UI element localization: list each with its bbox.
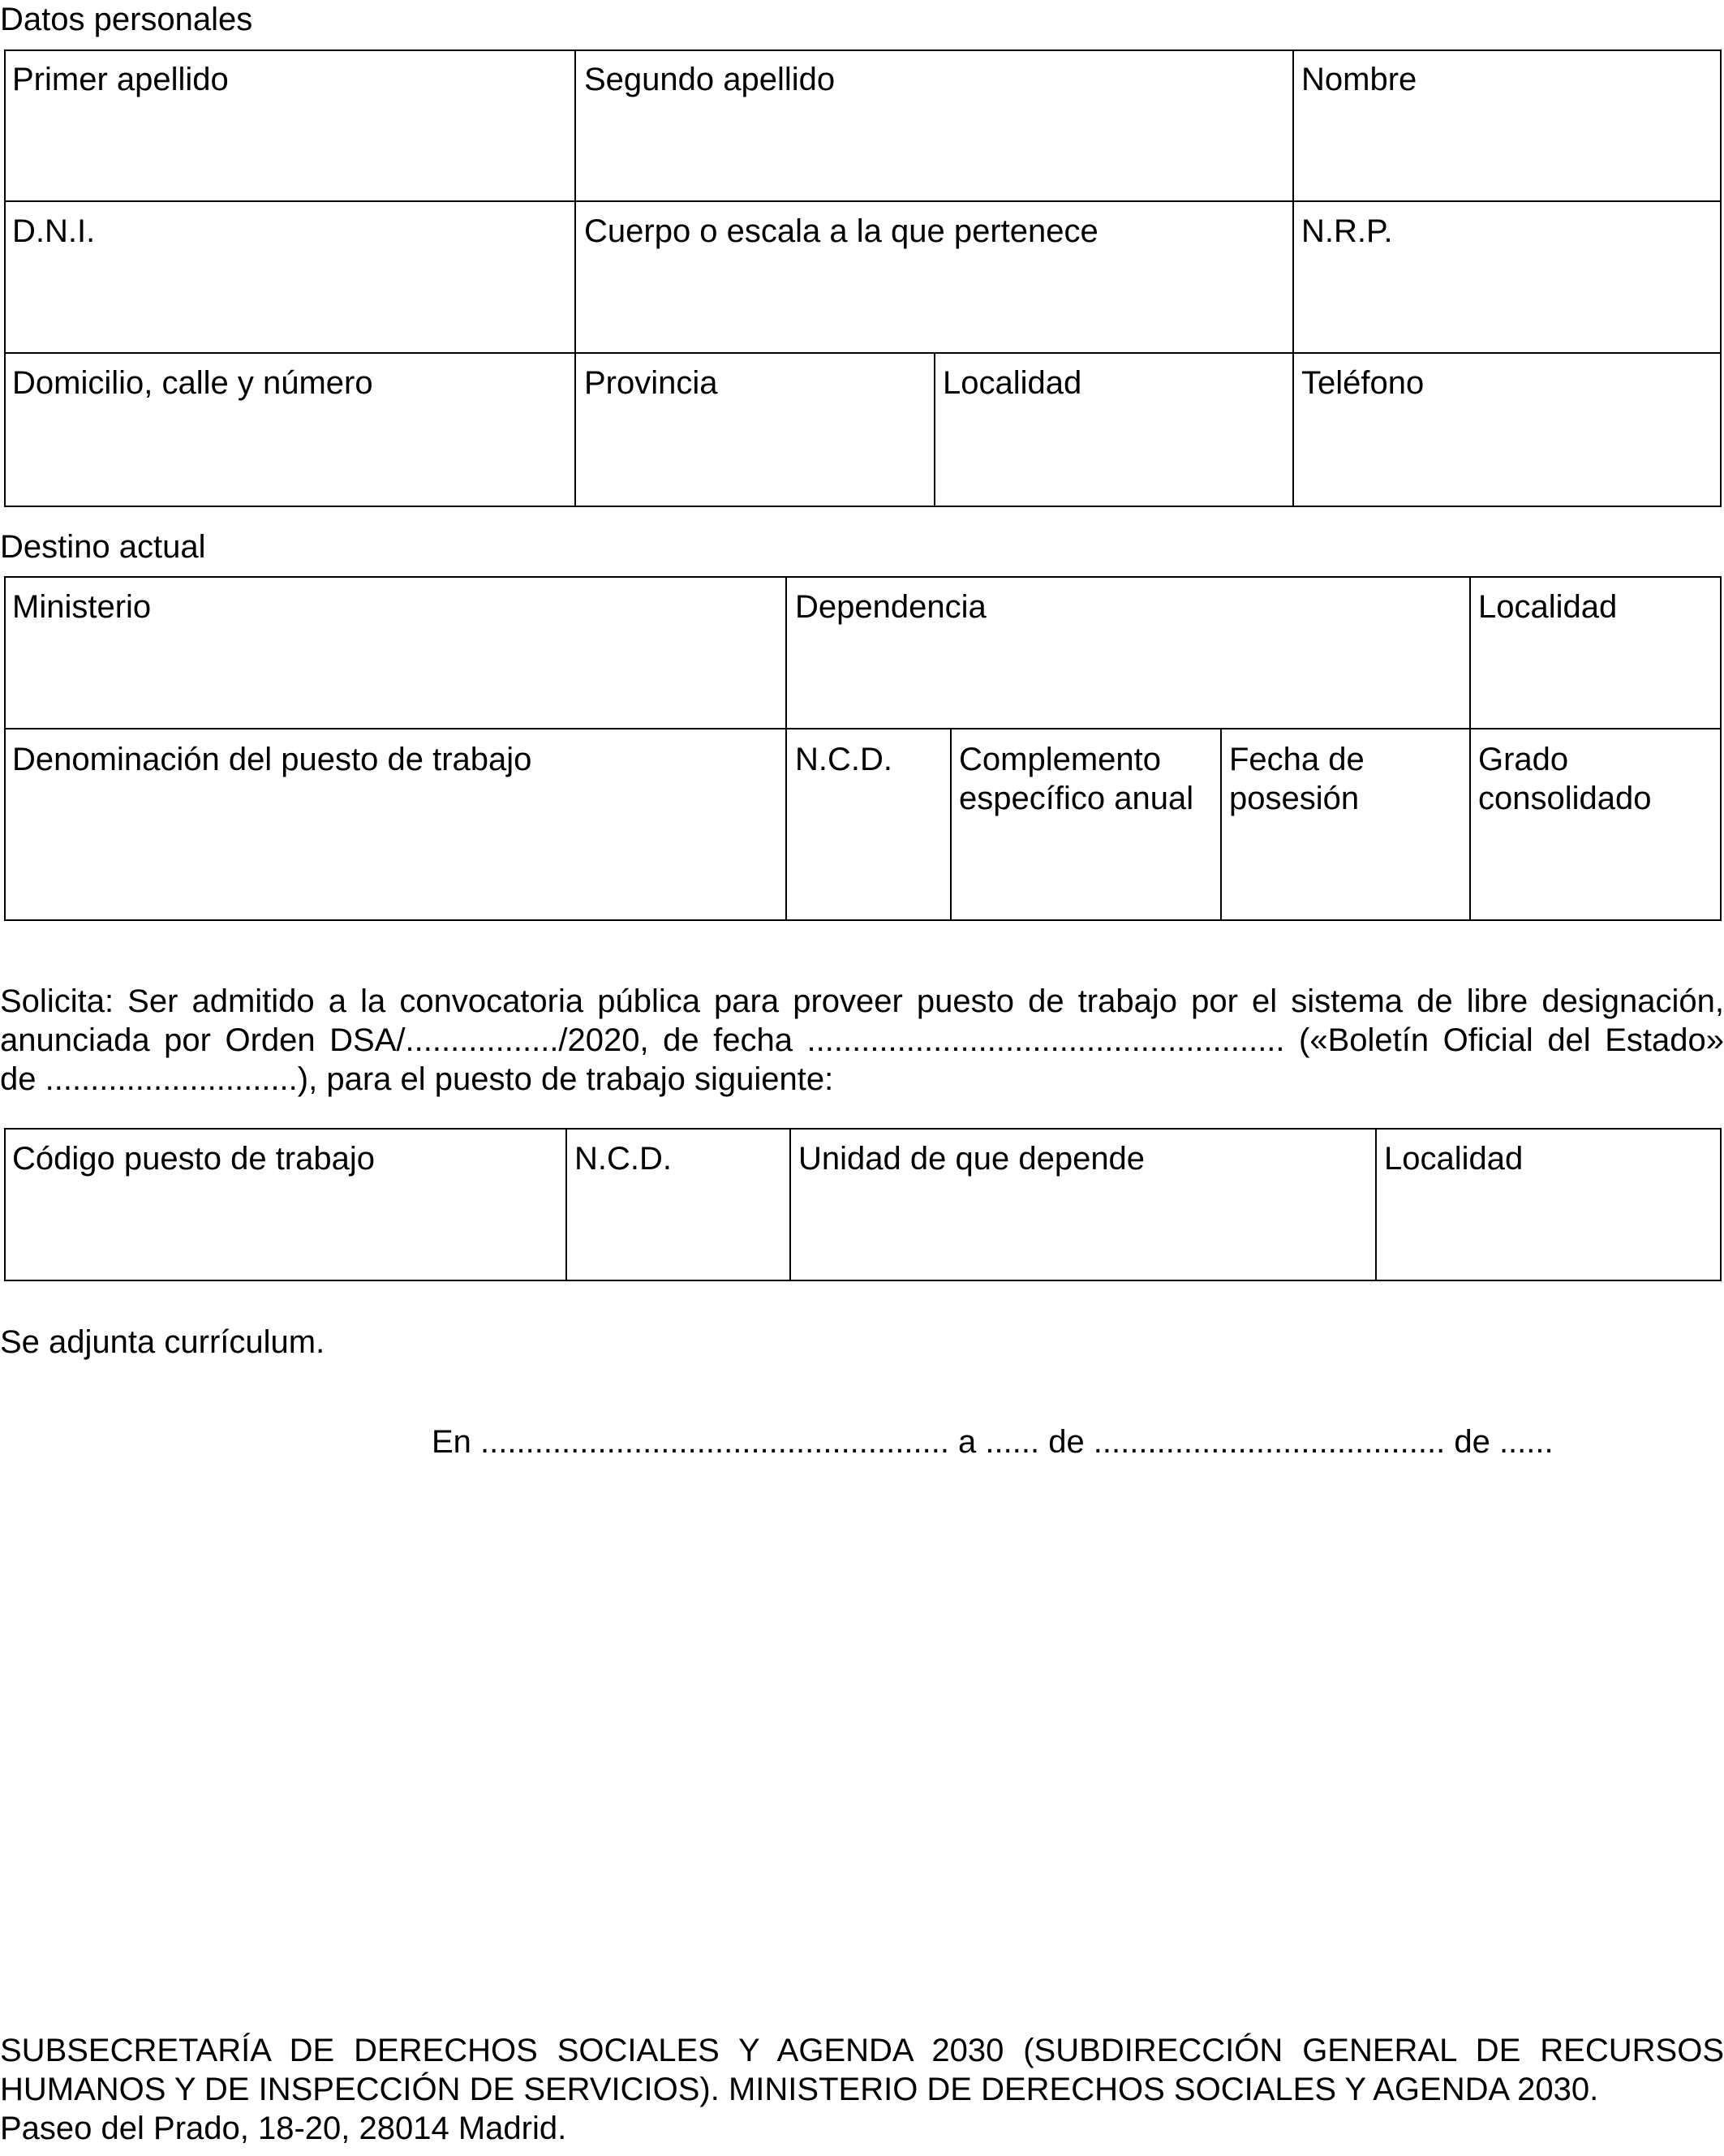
field-label-ministerio: Ministerio: [12, 589, 152, 625]
column-divider: [950, 728, 952, 921]
field-label-domicilio: Domicilio, calle y número: [12, 365, 373, 401]
field-label-grado-line1: Grado: [1478, 742, 1569, 777]
column-divider: [565, 1128, 567, 1281]
field-label-denominacion-puesto: Denominación del puesto de trabajo: [12, 742, 532, 777]
field-label-provincia: Provincia: [584, 365, 718, 401]
field-label-localidad: Localidad: [943, 365, 1082, 401]
field-label-nrp: N.R.P.: [1301, 213, 1393, 249]
section-title-datos-personales: Datos personales: [0, 2, 253, 37]
field-label-localidad-destino: Localidad: [1478, 589, 1618, 625]
footer-line: HUMANOS Y DE INSPECCIÓN DE SERVICIOS). MINISTERIO DE DERECHOS SOCIALES Y AGENDA 2030.: [0, 2072, 1599, 2107]
field-label-dni: D.N.I.: [12, 213, 96, 249]
paragraph-line: anunciada por Orden DSA/................./2020, de fecha ..................................................... («Boletín Oficial del Estado»: [0, 1022, 1724, 1058]
field-label-complemento-line1: Complemento: [959, 742, 1162, 777]
field-label-unidad: Unidad de que depende: [798, 1141, 1146, 1177]
column-divider: [1469, 576, 1471, 921]
personal-table-border: [4, 49, 1722, 507]
field-label-codigo-puesto: Código puesto de trabajo: [12, 1141, 375, 1177]
field-label-ncd-puesto: N.C.D.: [574, 1141, 672, 1177]
field-label-nombre: Nombre: [1301, 62, 1417, 97]
field-label-fecha-line2: posesión: [1229, 781, 1360, 816]
row-divider: [4, 352, 1722, 354]
column-divider: [934, 352, 935, 507]
row-divider: [4, 200, 1722, 202]
field-label-telefono: Teléfono: [1301, 365, 1425, 401]
column-divider: [785, 576, 787, 921]
column-divider: [574, 49, 576, 507]
paragraph-line: Solicita: Ser admitido a la convocatoria pública para proveer puesto de trabajo por el sistema de libre designación,: [0, 983, 1724, 1019]
column-divider: [789, 1128, 791, 1281]
column-divider: [1292, 49, 1294, 507]
footer-line: Paseo del Prado, 18-20, 28014 Madrid.: [0, 2111, 567, 2146]
adjunta-curriculum-text: Se adjunta currículum.: [0, 1324, 325, 1360]
field-label-cuerpo-escala: Cuerpo o escala a la que pertenece: [584, 213, 1098, 249]
field-label-localidad-puesto: Localidad: [1384, 1141, 1524, 1177]
field-label-dependencia: Dependencia: [795, 589, 987, 625]
paragraph-line: de ............................), para el puesto de trabajo siguiente:: [0, 1061, 834, 1097]
column-divider: [1220, 728, 1222, 921]
field-label-complemento-line2: específico anual: [959, 781, 1194, 816]
field-label-fecha-line1: Fecha de: [1229, 742, 1365, 777]
row-divider: [4, 728, 1722, 729]
field-label-primer-apellido: Primer apellido: [12, 62, 229, 97]
column-divider: [1375, 1128, 1377, 1281]
field-label-grado-line2: consolidado: [1478, 781, 1652, 816]
section-title-destino-actual: Destino actual: [0, 529, 206, 565]
footer-line: SUBSECRETARÍA DE DERECHOS SOCIALES Y AGENDA 2030 (SUBDIRECCIÓN GENERAL DE RECURSOS: [0, 2033, 1724, 2068]
field-label-segundo-apellido: Segundo apellido: [584, 62, 836, 97]
place-date-line: En .................................................... a ...... de ....................................... de ......: [432, 1424, 1554, 1460]
field-label-ncd: N.C.D.: [795, 742, 892, 777]
